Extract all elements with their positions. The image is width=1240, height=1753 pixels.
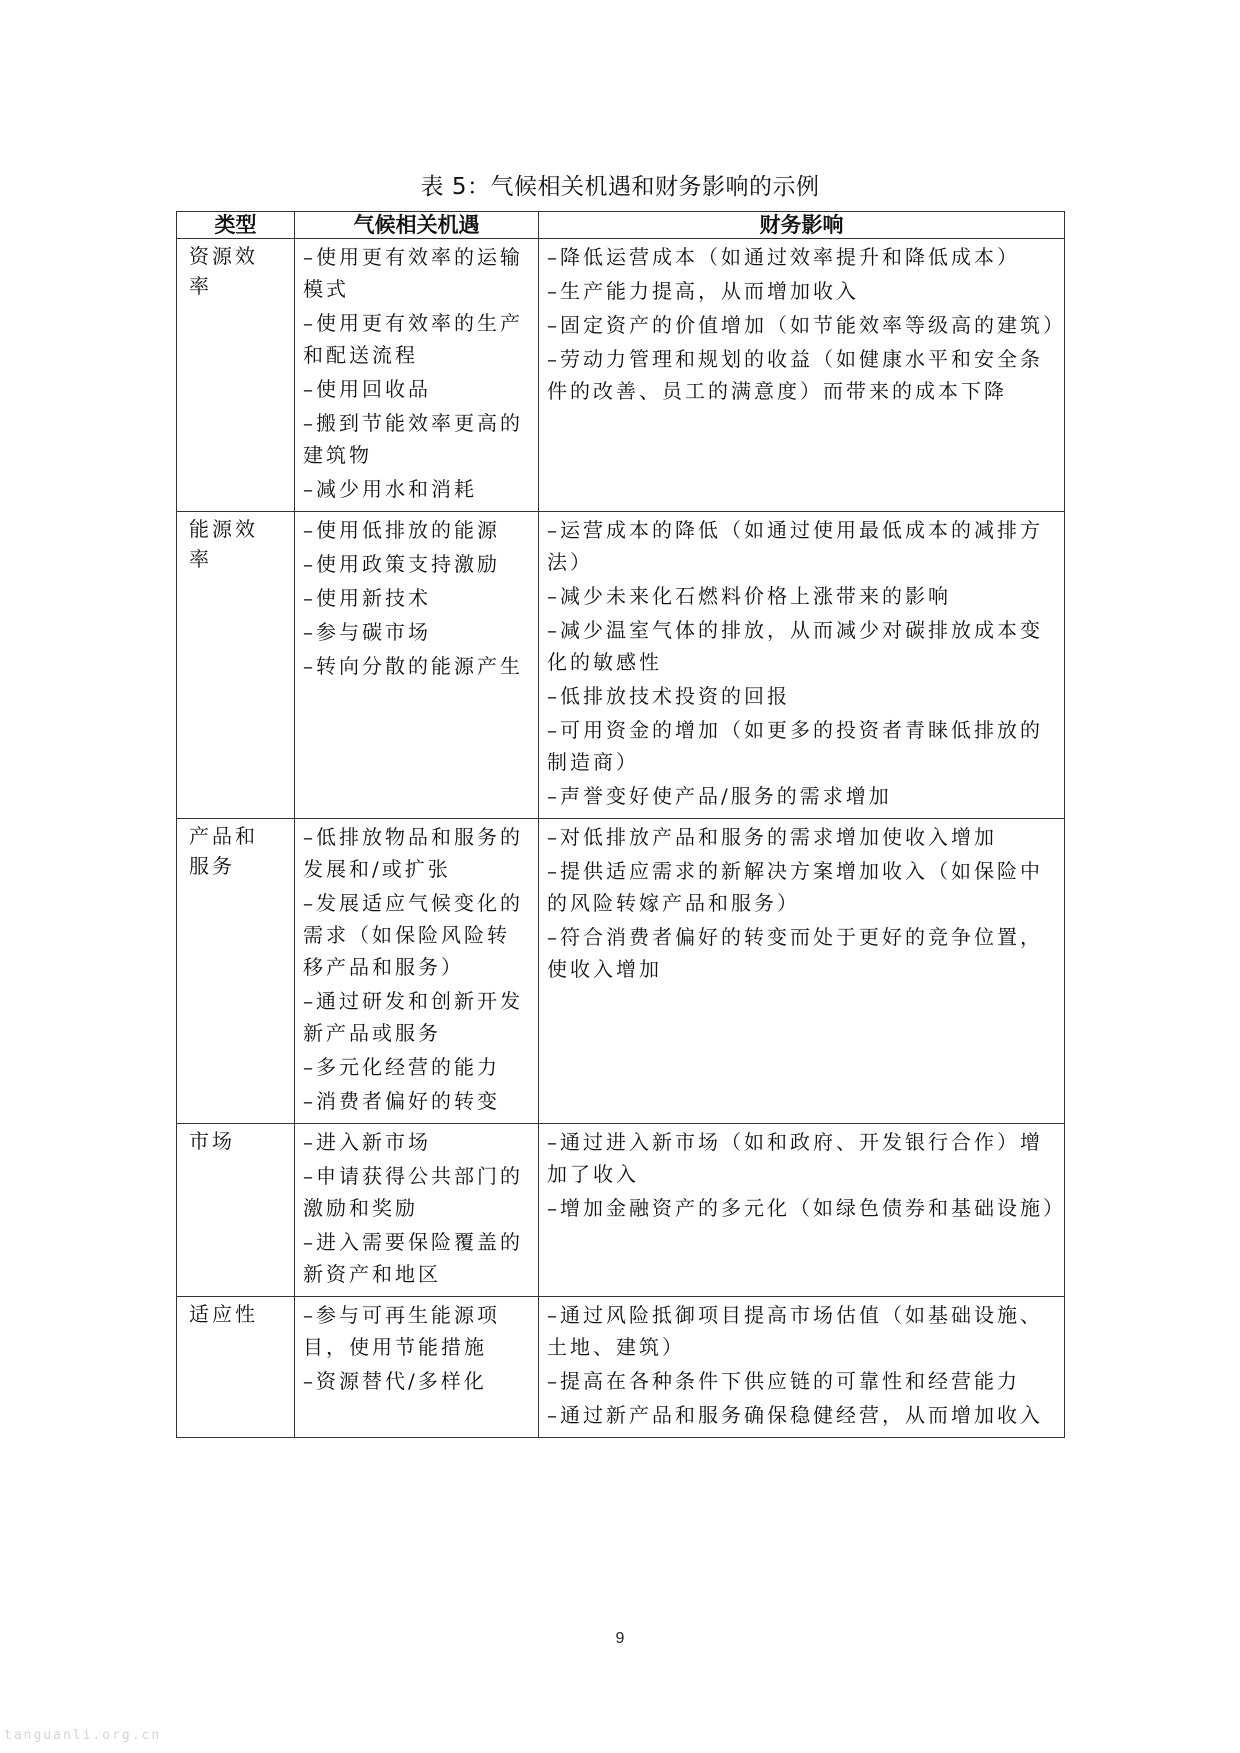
table-header-row	[177, 212, 1065, 239]
type-cell	[177, 1297, 295, 1438]
table-row	[177, 1124, 1065, 1297]
type-cell	[177, 1124, 295, 1297]
page-number: 9	[615, 1630, 625, 1647]
opportunity-cell	[295, 1297, 539, 1438]
table-row	[177, 239, 1065, 512]
opportunity-cell	[295, 512, 539, 819]
impact-cell	[539, 819, 1065, 1124]
opportunity-item: –减少用水和消耗	[303, 477, 477, 501]
type-label: 能源效率	[189, 517, 258, 571]
impact-item: –通过风险抵御项目提高市场估值（如基础设施、土地、建筑）	[547, 1303, 1043, 1359]
impact-cell	[539, 1124, 1065, 1297]
impact-item: –增加金融资产的多元化（如绿色债券和基础设施）	[547, 1196, 1066, 1220]
impact-item: –通过进入新市场（如和政府、开发银行合作）增加了收入	[547, 1130, 1043, 1186]
impact-item: –提供适应需求的新解决方案增加收入（如保险中的风险转嫁产品和服务）	[547, 859, 1043, 915]
opportunity-item: –参与碳市场	[303, 620, 431, 644]
opportunity-item: –使用更有效率的生产和配送流程	[303, 311, 523, 367]
type-cell	[177, 239, 295, 512]
opportunity-cell	[295, 239, 539, 512]
opportunity-item: –资源替代/多样化	[303, 1369, 487, 1393]
impact-item: –低排放技术投资的回报	[547, 684, 790, 708]
opportunity-item: –申请获得公共部门的激励和奖励	[303, 1164, 523, 1220]
impact-item: –降低运营成本（如通过效率提升和降低成本）	[547, 245, 1020, 269]
watermark: tanguanli.org.cn	[4, 1728, 162, 1743]
type-label: 资源效率	[189, 244, 258, 298]
opportunity-item: –通过研发和创新开发新产品或服务	[303, 989, 523, 1045]
opportunity-item: –转向分散的能源产生	[303, 654, 523, 678]
table-row	[177, 819, 1065, 1124]
opportunities-table	[176, 211, 1065, 1438]
type-label: 市场	[189, 1129, 235, 1153]
opportunity-item: –进入需要保险覆盖的新资产和地区	[303, 1230, 523, 1286]
impact-item: –减少温室气体的排放，从而减少对碳排放成本变化的敏感性	[547, 618, 1043, 674]
impact-cell	[539, 1297, 1065, 1438]
type-cell	[177, 512, 295, 819]
impact-cell	[539, 512, 1065, 819]
opportunity-item: –发展适应气候变化的需求（如保险风险转移产品和服务）	[303, 891, 523, 979]
type-label: 产品和服务	[189, 824, 258, 878]
impact-item: –对低排放产品和服务的需求增加使收入增加	[547, 825, 997, 849]
header-impact: 财务影响	[539, 212, 1065, 239]
table-row	[177, 512, 1065, 819]
type-cell	[177, 819, 295, 1124]
impact-item: –通过新产品和服务确保稳健经营，从而增加收入	[547, 1403, 1043, 1427]
header-type: 类型	[177, 212, 295, 239]
opportunity-item: –低排放物品和服务的发展和/或扩张	[303, 825, 523, 881]
opportunity-item: –使用回收品	[303, 377, 431, 401]
opportunity-cell	[295, 819, 539, 1124]
opportunity-item: –多元化经营的能力	[303, 1055, 500, 1079]
type-label: 适应性	[189, 1302, 258, 1326]
table-caption: 表 5：气候相关机遇和财务影响的示例	[420, 174, 820, 200]
opportunity-item: –搬到节能效率更高的建筑物	[303, 411, 523, 467]
impact-item: –声誉变好使产品/服务的需求增加	[547, 784, 892, 808]
impact-item: –减少未来化石燃料价格上涨带来的影响	[547, 584, 951, 608]
opportunity-item: –参与可再生能源项目，使用节能措施	[303, 1303, 500, 1359]
opportunity-item: –使用更有效率的运输模式	[303, 245, 523, 301]
impact-cell	[539, 239, 1065, 512]
impact-item: –固定资产的价值增加（如节能效率等级高的建筑）	[547, 313, 1066, 337]
opportunity-item: –使用政策支持激励	[303, 552, 500, 576]
opportunity-item: –使用低排放的能源	[303, 518, 500, 542]
impact-item: –劳动力管理和规划的收益（如健康水平和安全条件的改善、员工的满意度）而带来的成本下降	[547, 347, 1043, 403]
impact-item: –可用资金的增加（如更多的投资者青睐低排放的制造商）	[547, 718, 1043, 774]
impact-item: –运营成本的降低（如通过使用最低成本的减排方法）	[547, 518, 1043, 574]
opportunity-item: –进入新市场	[303, 1130, 431, 1154]
opportunity-item: –使用新技术	[303, 586, 431, 610]
opportunity-cell	[295, 1124, 539, 1297]
table-row	[177, 1297, 1065, 1438]
impact-item: –提高在各种条件下供应链的可靠性和经营能力	[547, 1369, 1020, 1393]
impact-item: –符合消费者偏好的转变而处于更好的竞争位置，使收入增加	[547, 925, 1043, 981]
header-opportunity: 气候相关机遇	[295, 212, 539, 239]
opportunity-item: –消费者偏好的转变	[303, 1089, 500, 1113]
impact-item: –生产能力提高，从而增加收入	[547, 279, 859, 303]
